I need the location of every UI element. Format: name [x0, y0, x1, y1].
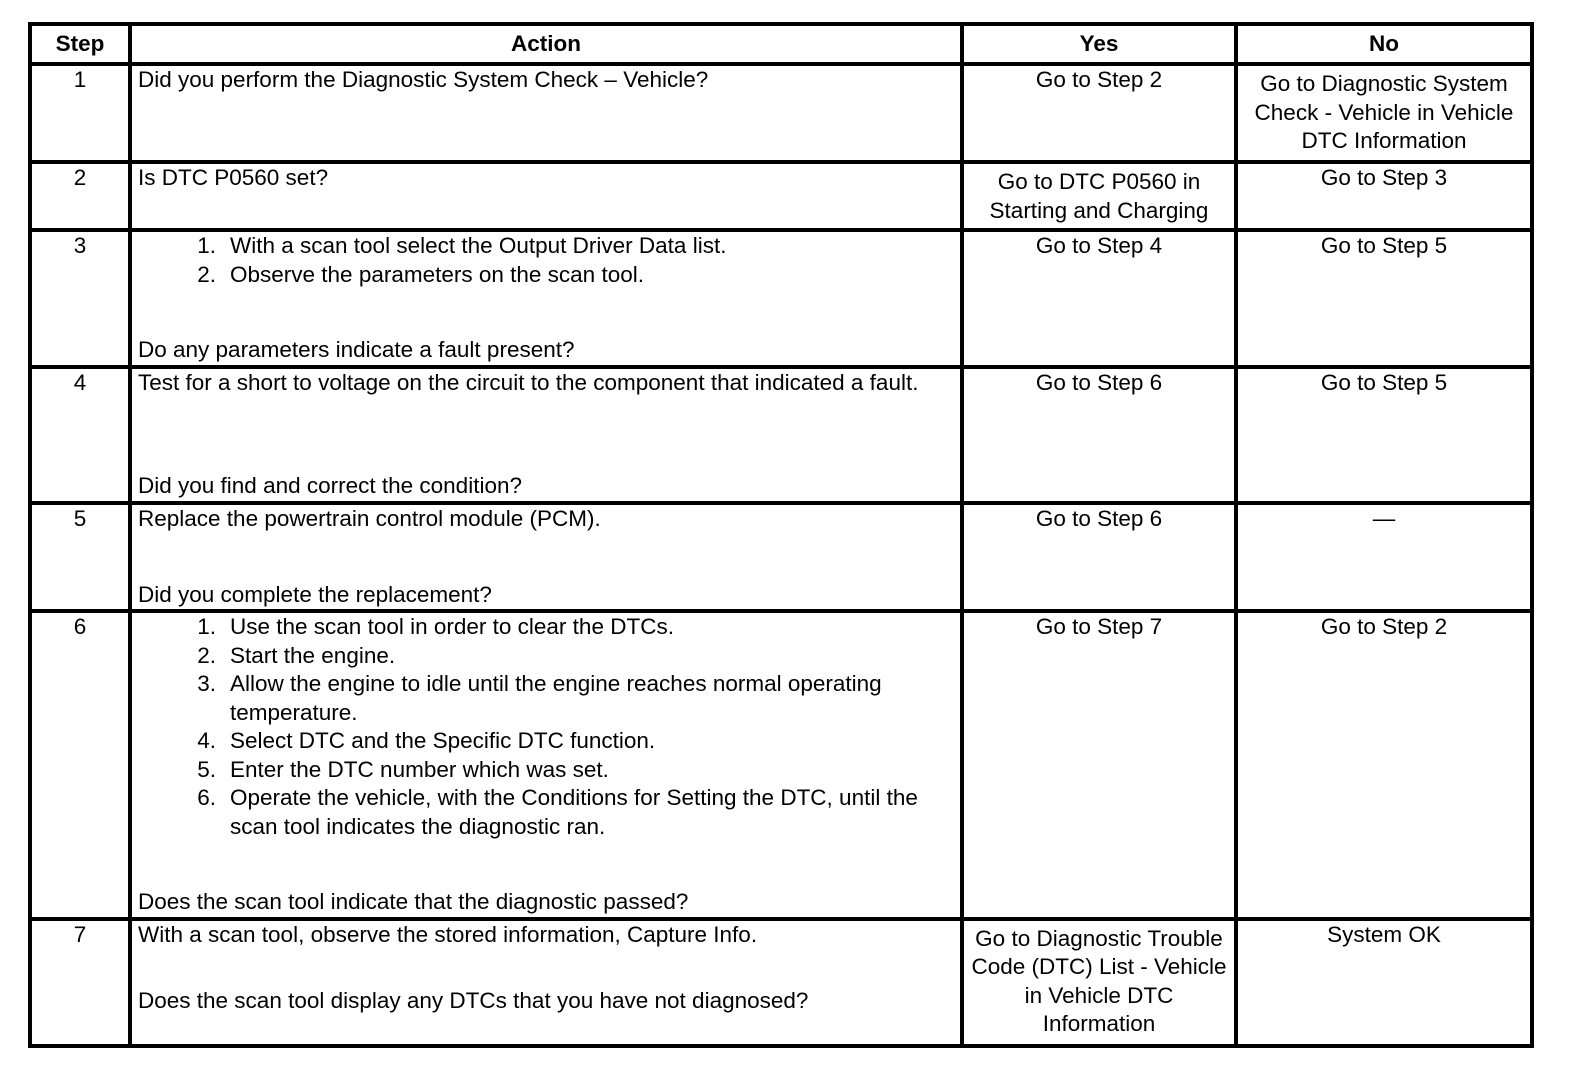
header-action: Action	[130, 24, 962, 64]
header-no: No	[1236, 24, 1532, 64]
list-item: 1. With a scan tool select the Output Driver Data list.	[197, 233, 727, 259]
list-item: 1. Use the scan tool in order to clear the DTCs.	[197, 614, 674, 640]
no-cell: —	[1236, 503, 1532, 611]
header-step: Step	[30, 24, 130, 64]
step-number: 6	[30, 611, 130, 919]
list-item: 3. Allow the engine to idle until the engine reaches normal operating temperature.	[197, 671, 882, 725]
header-row	[30, 24, 1532, 64]
yes-cell: Go to Step 6	[962, 367, 1236, 503]
yes-cell: Go to DTC P0560 in Starting and Charging	[962, 162, 1236, 230]
yes-cell: Go to Step 2	[962, 64, 1236, 162]
no-cell: Go to Step 2	[1236, 611, 1532, 919]
step-number: 7	[30, 919, 130, 1046]
no-cell: Go to Step 3	[1236, 162, 1532, 230]
step-number: 3	[30, 230, 130, 366]
action-cell	[130, 367, 962, 503]
yes-cell: Go to Diagnostic Trouble Code (DTC) List - Vehicle in Vehicle DTC Information	[962, 919, 1236, 1046]
action-question: Does the scan tool indicate that the diagnostic passed?	[138, 889, 689, 915]
table-row	[30, 230, 1532, 366]
action-cell	[130, 230, 962, 366]
no-cell: Go to Step 5	[1236, 230, 1532, 366]
action-cell	[130, 162, 962, 230]
action-text: Is DTC P0560 set?	[138, 165, 329, 191]
step-number: 5	[30, 503, 130, 611]
table-row	[30, 162, 1532, 230]
table-row	[30, 367, 1532, 503]
action-text: With a scan tool, observe the stored information, Capture Info.	[138, 921, 758, 947]
action-text: Test for a short to voltage on the circuit to the component that indicated a fault.	[138, 369, 919, 395]
action-text: Replace the powertrain control module (PCM).	[138, 505, 601, 531]
yes-cell: Go to Step 4	[962, 230, 1236, 366]
step-number: 4	[30, 367, 130, 503]
yes-cell: Go to Step 7	[962, 611, 1236, 919]
action-cell	[130, 64, 962, 162]
action-text: Did you perform the Diagnostic System Check – Vehicle?	[138, 67, 709, 92]
action-steps-list	[138, 232, 954, 289]
no-cell: System OK	[1236, 919, 1532, 1046]
step-number: 1	[30, 64, 130, 162]
action-cell	[130, 919, 962, 1046]
action-cell	[130, 611, 962, 919]
no-cell: Go to Step 5	[1236, 367, 1532, 503]
action-question: Does the scan tool display any DTCs that you have not diagnosed?	[138, 988, 809, 1014]
table-row	[30, 503, 1532, 611]
action-question: Did you complete the replacement?	[138, 581, 492, 607]
list-item: 4. Select DTC and the Specific DTC function.	[197, 728, 656, 754]
no-cell: Go to Diagnostic System Check - Vehicle in Vehicle DTC Information	[1236, 64, 1532, 162]
yes-cell: Go to Step 6	[962, 503, 1236, 611]
diagnostic-table	[28, 22, 1534, 1048]
step-number: 2	[30, 162, 130, 230]
action-cell	[130, 503, 962, 611]
list-item: 6. Operate the vehicle, with the Conditions for Setting the DTC, until the scan tool indicates the diagnostic ran.	[197, 785, 918, 839]
table-row	[30, 611, 1532, 919]
action-question: Do any parameters indicate a fault present?	[138, 337, 575, 363]
action-steps-list	[138, 613, 954, 841]
list-item: 5. Enter the DTC number which was set.	[197, 756, 609, 782]
list-item: 2. Observe the parameters on the scan tool.	[197, 261, 644, 287]
header-yes: Yes	[962, 24, 1236, 64]
table-row	[30, 919, 1532, 1046]
list-item: 2. Start the engine.	[197, 642, 396, 668]
action-question: Did you find and correct the condition?	[138, 473, 522, 499]
table-row	[30, 64, 1532, 162]
